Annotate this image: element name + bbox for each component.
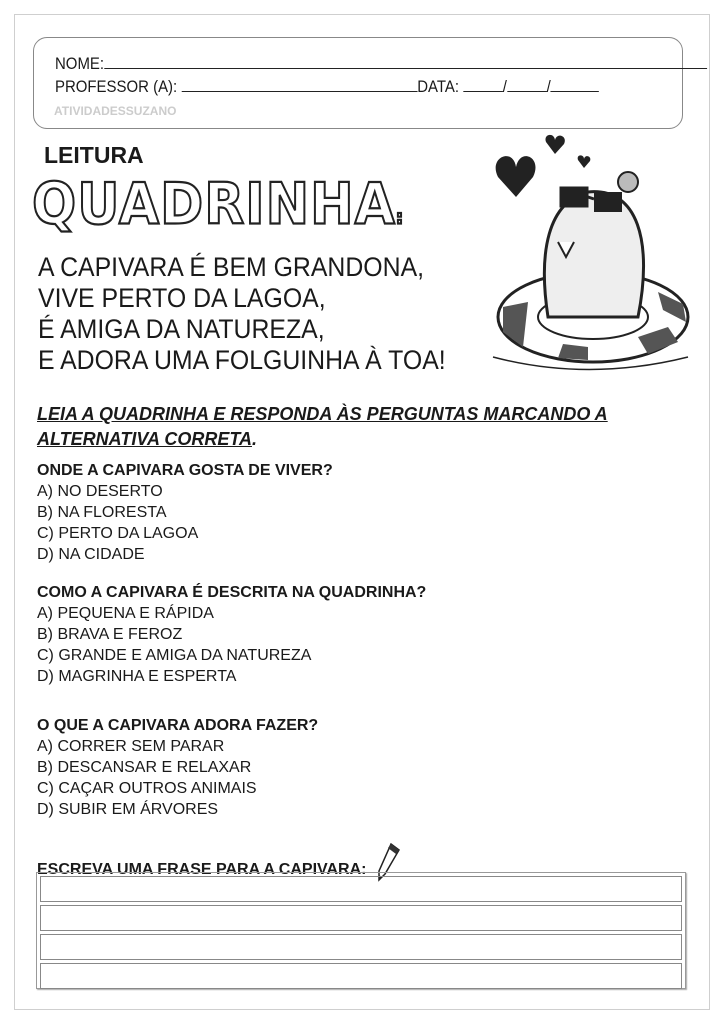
date-month-field[interactable] xyxy=(507,77,547,92)
question-1 xyxy=(37,460,333,565)
option[interactable]: B) NA FLORESTA xyxy=(37,504,167,521)
title-colon: : xyxy=(395,206,405,230)
writing-line-4[interactable] xyxy=(40,963,682,989)
option[interactable]: C) CAÇAR OUTROS ANIMAIS xyxy=(37,780,257,797)
date-label: DATA: xyxy=(417,77,460,96)
option[interactable]: D) MAGRINHA E ESPERTA xyxy=(37,668,237,685)
option[interactable]: C) GRANDE E AMIGA DA NATUREZA xyxy=(37,647,312,664)
section-label: LEITURA xyxy=(44,142,144,168)
heart-icon xyxy=(496,156,536,197)
heart-icon xyxy=(578,155,591,168)
name-label: NOME: xyxy=(55,54,105,73)
date-sep: / xyxy=(502,77,507,96)
question-text: COMO A CAPIVARA É DESCRITA NA QUADRINHA? xyxy=(37,584,427,601)
writing-line-1[interactable] xyxy=(40,876,682,902)
name-field[interactable] xyxy=(104,54,707,69)
date-year-field[interactable] xyxy=(551,77,599,92)
option[interactable]: B) DESCANSAR E RELAXAR xyxy=(37,759,252,776)
option[interactable]: D) SUBIR EM ÁRVORES xyxy=(37,801,219,818)
watermark: ATIVIDADESSUZANO xyxy=(54,104,177,118)
question-2 xyxy=(37,582,426,687)
question-text: ONDE A CAPIVARA GOSTA DE VIVER? xyxy=(37,462,333,479)
option[interactable]: A) CORRER SEM PARAR xyxy=(37,738,225,755)
writing-line-2[interactable] xyxy=(40,905,682,931)
instruction-text: LEIA A QUADRINHA E RESPONDA ÀS PERGUNTAS MARCANDO A ALTERNATIVA CORRETA xyxy=(37,404,608,449)
option[interactable]: D) NA CIDADE xyxy=(37,546,145,563)
teacher-line xyxy=(55,77,599,97)
page-title xyxy=(32,172,404,238)
name-line xyxy=(55,54,707,74)
question-3 xyxy=(37,715,318,820)
option[interactable]: A) NO DESERTO xyxy=(37,483,163,500)
capybara-illustration xyxy=(488,132,693,377)
question-text: O QUE A CAPIVARA ADORA FAZER? xyxy=(37,717,319,734)
instruction-end: . xyxy=(251,429,257,449)
heart-icon xyxy=(545,135,564,154)
instructions xyxy=(37,402,697,452)
writing-box xyxy=(36,872,686,989)
title-text: QUADRINHA xyxy=(32,172,396,238)
poem-line: VIVE PERTO DA LAGOA, xyxy=(38,283,326,313)
poem-line: É AMIGA DA NATUREZA, xyxy=(38,314,325,344)
option[interactable]: A) PEQUENA E RÁPIDA xyxy=(37,605,214,622)
poem-line: A CAPIVARA É BEM GRANDONA, xyxy=(38,252,425,282)
poem-line: E ADORA UMA FOLGUINHA À TOA! xyxy=(38,345,446,375)
teacher-label: PROFESSOR (A): xyxy=(55,77,178,96)
option[interactable]: B) BRAVA E FEROZ xyxy=(37,626,183,643)
writing-line-3[interactable] xyxy=(40,934,682,960)
poem xyxy=(38,252,446,376)
writing-prompt-text: ESCREVA UMA FRASE PARA A CAPIVARA: xyxy=(37,861,367,878)
teacher-field[interactable] xyxy=(181,77,417,92)
option[interactable]: C) PERTO DA LAGOA xyxy=(37,525,199,542)
date-sep: / xyxy=(546,77,551,96)
date-day-field[interactable] xyxy=(463,77,503,92)
